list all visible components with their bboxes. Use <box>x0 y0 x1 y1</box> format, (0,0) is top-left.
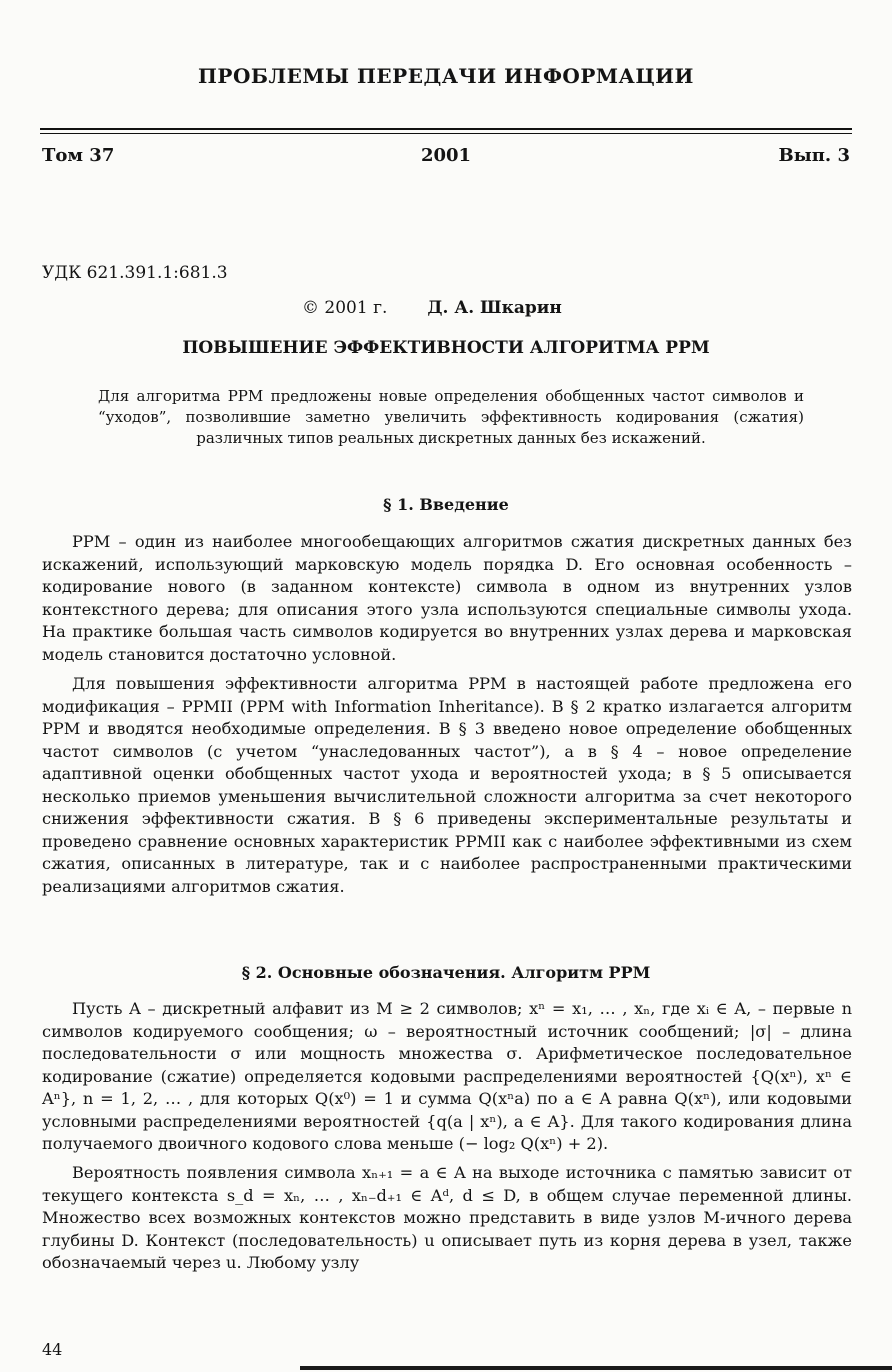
section-2-paragraph-1: Пусть A – дискретный алфавит из M ≥ 2 символов; xⁿ = x₁, … , xₙ, где xᵢ ∈ A, – первые n символов кодируемого сообщения; ω – вероятностный источник сообщений; |σ| – длина последовательности σ или мощность множества σ. Арифметическое последовательное кодирование (сжатие) определяется кодовыми распределениями вероятностей {Q(xⁿ), xⁿ ∈ Aⁿ}, n = 1, 2, … , для которых Q(x⁰) = 1 и сумма Q(xⁿa) по a ∈ A равна Q(xⁿ), или кодовыми условными распределениями вероятностей {q(a | xⁿ), a ∈ A}. Для такого кодирования длина получаемого двоичного кодового слова меньше (− log₂ Q(xⁿ) + 2). <box>42 999 852 1153</box>
year-label: 2001 <box>420 145 472 166</box>
copyright-notice: © 2001 г. <box>302 298 388 318</box>
udk-code: УДК 621.391.1:681.3 <box>42 263 228 283</box>
page-number: 44 <box>42 1340 63 1359</box>
section-1-paragraph-1: PPM – один из наиболее многообещающих алгоритмов сжатия дискретных данных без искажений, использующий марковскую модель порядка D. Его основная особенность – кодирование нового (в заданном контексте) символа в одном из внутренних узлов контекстного дерева; для описания этого узла используются специальные символы ухода. На практике большая часть символов кодируется во внутренних узлах дерева и марковская модель становится достаточно условной. <box>42 532 852 664</box>
journal-title: ПРОБЛЕМЫ ПЕРЕДАЧИ ИНФОРМАЦИИ <box>198 64 694 88</box>
author-name: Д. А. Шкарин <box>427 298 562 318</box>
section-1-heading: § 1. Введение <box>383 495 509 514</box>
abstract: Для алгоритма PPM предложены новые определения обобщенных частот символов и “уходов”, позволившие заметно увеличить эффективность кодирования (сжатия) различных типов реальных дискретных данных без искажений. <box>98 387 804 447</box>
issue-label: Вып. 3 <box>778 145 850 166</box>
header-rule-thin <box>40 133 852 134</box>
bottom-edge-rule <box>300 1366 892 1370</box>
section-2-paragraph-2: Вероятность появления символа xₙ₊₁ = a ∈ A на выходе источника с памятью зависит от текущего контекста s_d = xₙ, … , xₙ₋d₊₁ ∈ Aᵈ, d ≤ D, в общем случае переменной длины. Множество всех возможных контекстов можно представить в виде узлов M-ичного дерева глубины D. Контекст (последовательность) u описывает путь из корня дерева в узел, также обозначаемый через u. Любому узлу <box>42 1163 852 1272</box>
article-title: ПОВЫШЕНИЕ ЭФФЕКТИВНОСТИ АЛГОРИТМА PPM <box>182 338 710 358</box>
volume-label: Том 37 <box>42 145 115 166</box>
header-rule <box>40 128 852 130</box>
section-2-heading: § 2. Основные обозначения. Алгоритм PPM <box>241 963 651 982</box>
section-1-paragraph-2: Для повышения эффективности алгоритма PPM в настоящей работе предложена его модификация – PPMII (PPM with Information Inheritance). В § 2 кратко излагается алгоритм PPM и вводятся необходимые определения. В § 3 введено новое определение обобщенных частот символов (с учетом “унаследованных частот”), а в § 4 – новое определение адаптивной оценки обобщенных частот ухода и вероятностей ухода; в § 5 описывается несколько приемов уменьшения вычислительной сложности алгоритма за счет некоторого снижения эффективности сжатия. В § 6 приведены экспериментальные результаты и проведено сравнение основных характеристик PPMII как с наиболее эффективными из схем сжатия, описанных в литературе, так и с наиболее распространенными практическими реализациями алгоритмов сжатия. <box>42 674 852 896</box>
author-line <box>302 298 562 318</box>
